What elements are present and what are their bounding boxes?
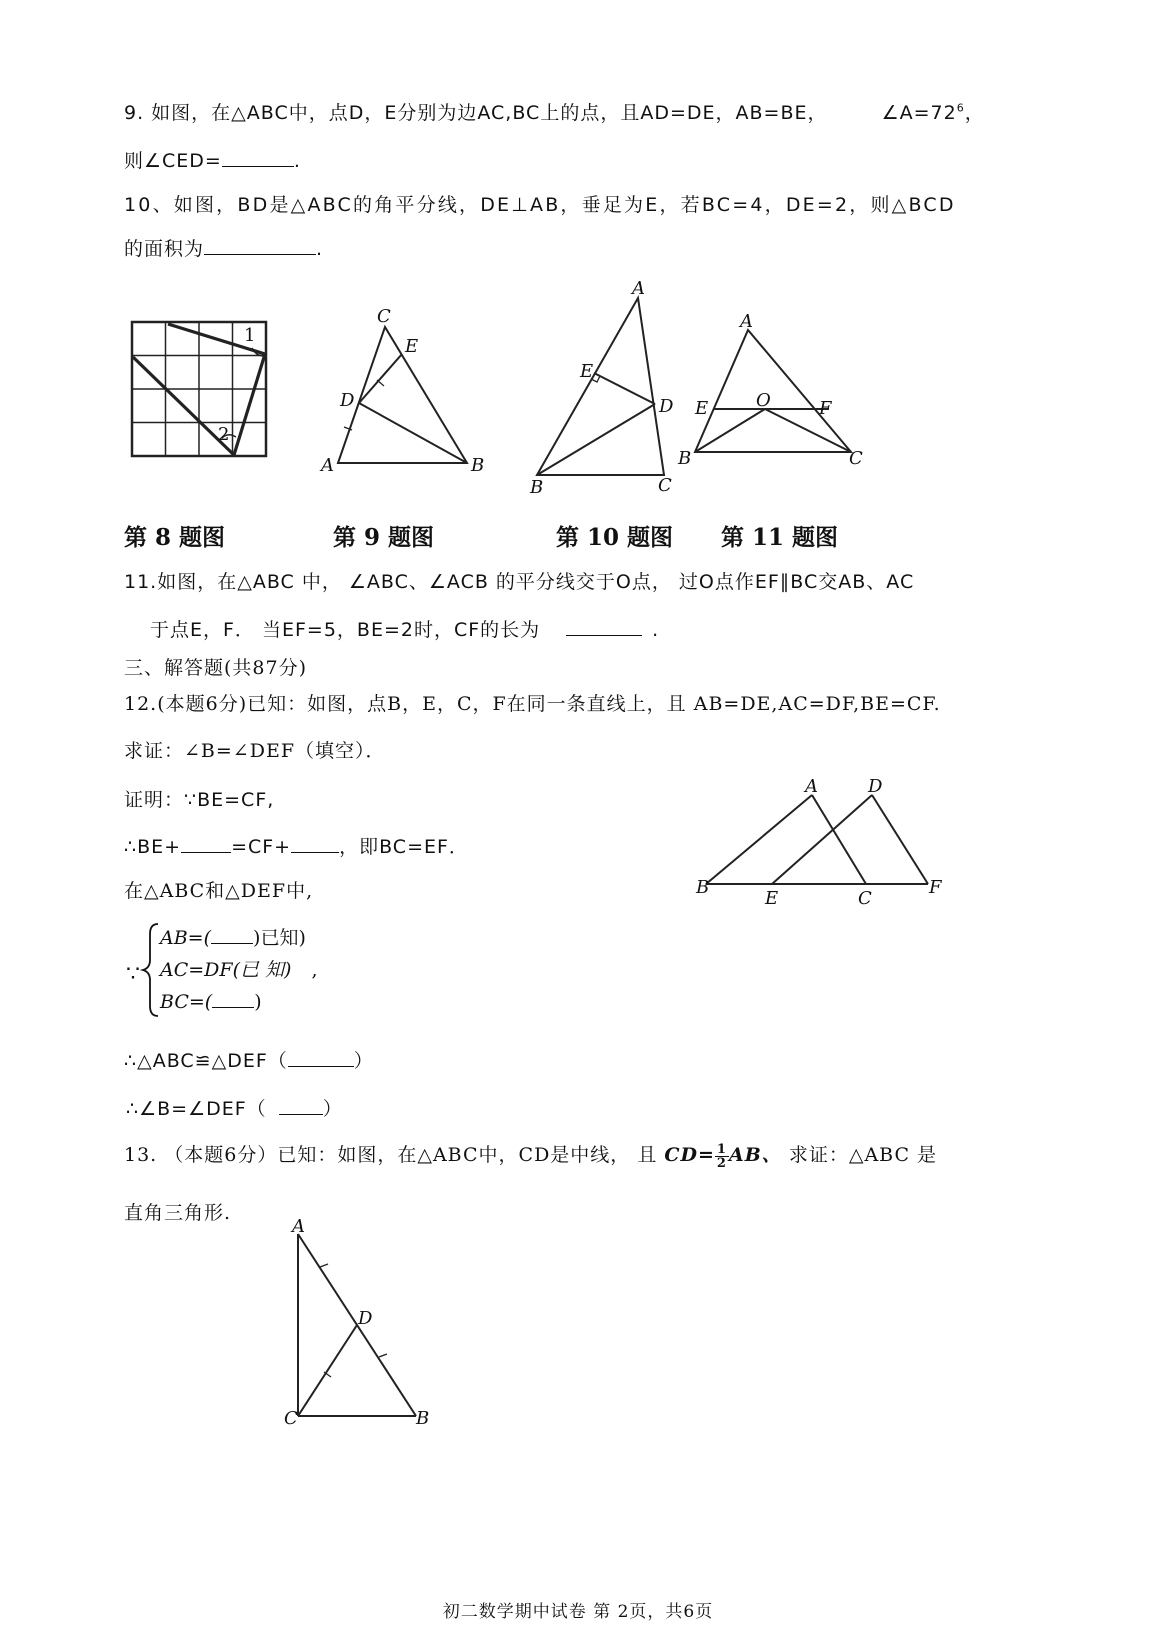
fig11-label-E: E — [695, 398, 709, 419]
q12-step2-c: ，即BC=EF． — [339, 836, 469, 858]
q11-line2-prefix: 于点E，F． 当EF=5，BE=2时，CF的长为 — [150, 619, 541, 641]
q12-because: ∵ — [126, 962, 141, 987]
q12-sys3-b: ) — [254, 991, 262, 1013]
fig10-label-C: C — [658, 475, 672, 496]
q13-ab: AB、 — [728, 1144, 782, 1166]
fig11-label-C: C — [849, 448, 863, 469]
q9-angle: ∠A=72 — [881, 102, 957, 124]
fig8-label-1: 1 — [244, 325, 256, 346]
fig12-label-A: A — [805, 776, 818, 797]
q13-line1-b: 求证：△ABC 是 — [788, 1144, 938, 1166]
caption-fig9: 第 9 题图 — [333, 524, 435, 551]
fig11-label-B: B — [678, 448, 692, 469]
q11-text: 11.如图，在△ABC 中， ∠ABC、∠ACB 的平分线交于O点， 过O点作EF∥BC交AB、AC — [124, 571, 915, 593]
q12-proof-start: 证明：∵BE=CF, — [124, 789, 275, 811]
q10-line2-suffix: . — [316, 238, 324, 260]
fig12-label-D: D — [868, 776, 883, 797]
q9-angle-sup: 6 — [956, 101, 965, 115]
fig9-label-D: D — [340, 390, 355, 411]
q13-line2: 直角三角形. — [124, 1202, 232, 1224]
q13-cd: CD= — [664, 1144, 715, 1166]
fig13-label-D: D — [358, 1308, 373, 1329]
fig9-label-A: A — [321, 455, 334, 476]
q12-step2-b: =CF+ — [231, 836, 292, 858]
fig12-label-C: C — [858, 888, 872, 909]
fig10-label-E: E — [580, 361, 594, 382]
fig13-label-B: B — [416, 1408, 430, 1429]
q9-text: 9. 如图，在△ABC中，点D，E分别为边AC,BC上的点，且AD=DE，AB=BE， — [124, 102, 828, 124]
q12-sys1-b: )已知) — [253, 927, 306, 949]
q9-line2-suffix: . — [293, 150, 301, 172]
q12-sys1-a: AB=( — [160, 927, 212, 949]
fig10-label-A: A — [632, 278, 645, 299]
fig8-label-2: 2 — [218, 424, 230, 445]
fig12-label-F: F — [929, 877, 942, 898]
q12-concl1-b: ） — [353, 1050, 374, 1072]
q12-in-triangles: 在△ABC和△DEF中, — [124, 880, 314, 902]
fig11-label-A: A — [740, 311, 753, 332]
caption-fig8: 第 8 题图 — [124, 524, 226, 551]
fig9-label-E: E — [405, 336, 419, 357]
q13-line1-a: 13. （本题6分）已知：如图，在△ABC中，CD是中线， 且 — [124, 1144, 658, 1166]
fig13-label-C: C — [284, 1408, 298, 1429]
fig13-label-A: A — [292, 1216, 305, 1237]
q13-frac-num: 1 — [716, 1141, 727, 1157]
q12-concl1-a: ∴△ABC≌△DEF（ — [124, 1050, 288, 1072]
q12-concl2-b: ） — [322, 1098, 343, 1120]
q12-sys2: AC=DF(已 知) — [160, 959, 292, 981]
q12-sys-comma: , — [311, 959, 318, 981]
q12-line1: 12.(本题6分)已知：如图，点B，E，C，F在同一条直线上，且 AB=DE,AC=DF,BE=CF. — [124, 693, 941, 715]
caption-fig10: 第 10 题图 — [556, 524, 674, 551]
q12-sys3-a: BC=( — [160, 991, 213, 1013]
caption-fig11: 第 11 题图 — [721, 524, 839, 551]
q12-step2-a: ∴BE+ — [124, 836, 182, 858]
q9-angle-tail: ， — [964, 102, 985, 124]
section3-heading: 三、解答题(共87分) — [124, 657, 308, 679]
fig12-label-E: E — [765, 888, 779, 909]
fig9-label-B: B — [471, 455, 485, 476]
page-footer: 初二数学期中试卷 第 2页，共6页 — [442, 1602, 714, 1622]
fig11-label-O: O — [756, 390, 771, 411]
fig12-label-B: B — [696, 877, 710, 898]
fig9-label-C: C — [377, 306, 391, 327]
q11-line2-suffix: . — [652, 619, 660, 641]
q9-line2-prefix: 则∠CED= — [124, 150, 222, 172]
fig11-label-F: F — [819, 398, 832, 419]
fig10-label-B: B — [530, 477, 544, 498]
fig10-label-D: D — [659, 396, 674, 417]
q10-line2-prefix: 的面积为 — [124, 238, 205, 260]
q12-prove: 求证：∠B=∠DEF（填空）． — [124, 740, 386, 762]
q10-text: 10、如图，BD是△ABC的角平分线，DE⊥AB，垂足为E，若BC=4，DE=2，则△BCD — [124, 194, 956, 216]
q13-frac-den: 2 — [716, 1155, 727, 1171]
q12-concl2-a: ∴∠B=∠DEF（ — [126, 1098, 267, 1120]
